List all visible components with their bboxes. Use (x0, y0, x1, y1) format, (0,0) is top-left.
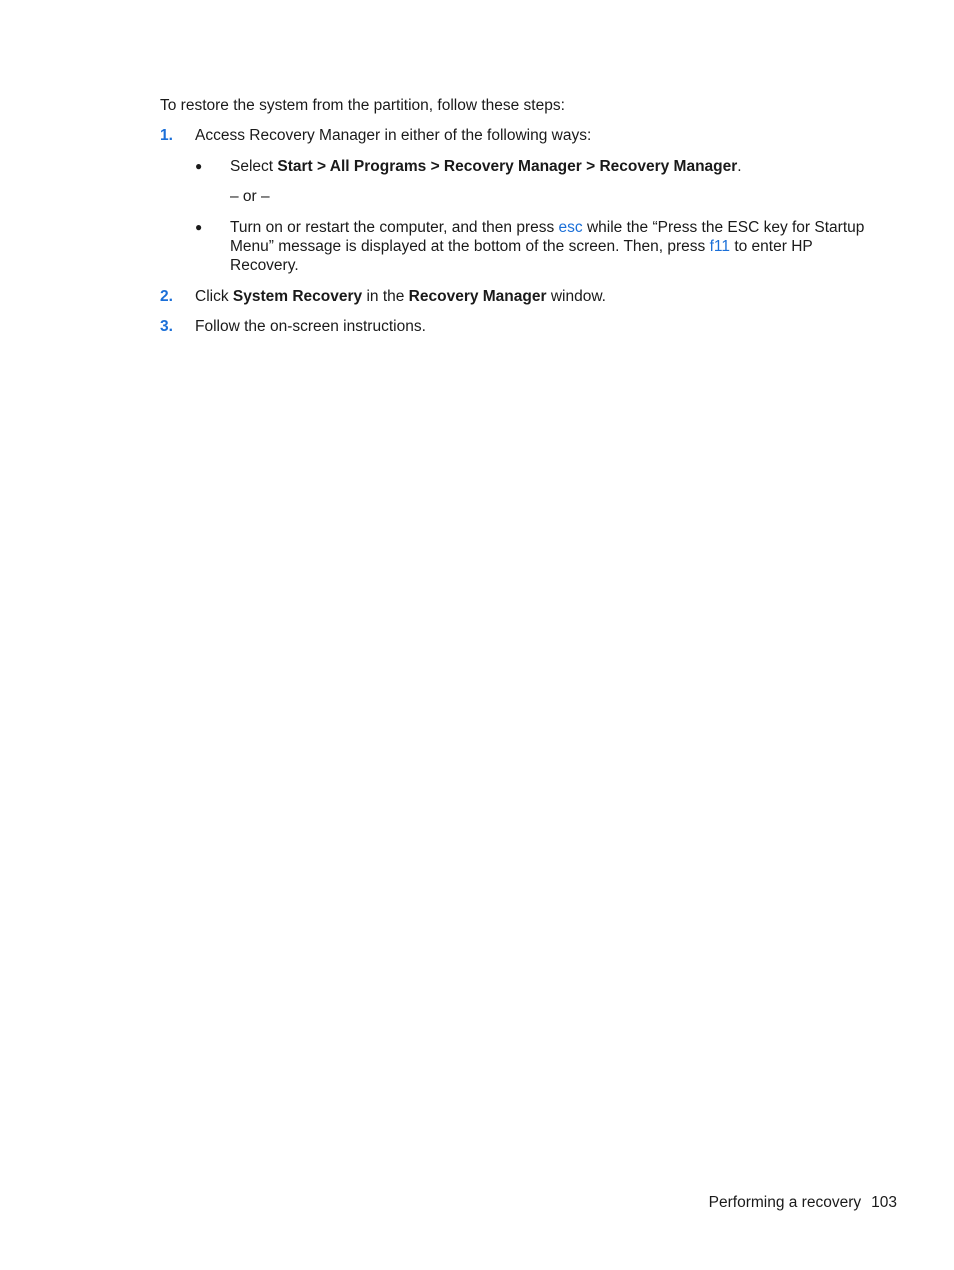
page-number: 103 (871, 1194, 897, 1211)
text-span: . (737, 158, 742, 175)
key-esc: esc (558, 219, 583, 236)
bullet-text (230, 218, 870, 275)
bullet-text (230, 157, 742, 176)
text-span: to enter HP Recovery. (230, 238, 813, 274)
text-span: while the “Press the ESC key for Startup Menu” message is displayed at the bottom of the screen. Then, press (230, 219, 865, 255)
step-text (195, 287, 606, 306)
text-span: window. (546, 288, 606, 305)
text-span: Select (230, 158, 278, 175)
step-text: Access Recovery Manager in either of the following ways: (195, 127, 592, 144)
menu-path: Start > All Programs > Recovery Manager > Recovery Manager (277, 158, 738, 175)
or-separator: – or – (230, 188, 270, 205)
step-number: 1. (160, 127, 173, 144)
page-footer (709, 1193, 897, 1212)
intro-paragraph: To restore the system from the partition, follow these steps: (160, 97, 565, 114)
key-f11: f11 (709, 238, 731, 255)
step-text: Follow the on-screen instructions. (195, 318, 426, 335)
text-span: Click (195, 288, 233, 305)
ui-term: Recovery Manager (408, 288, 547, 305)
ui-term: System Recovery (232, 288, 363, 305)
bullet-icon: ● (195, 220, 203, 234)
footer-section-title: Performing a recovery (708, 1194, 862, 1211)
step-number: 3. (160, 318, 173, 335)
step-number: 2. (160, 288, 173, 305)
text-span: in the (362, 288, 409, 305)
bullet-icon: ● (195, 159, 203, 173)
text-span: Turn on or restart the computer, and then press (230, 219, 559, 236)
